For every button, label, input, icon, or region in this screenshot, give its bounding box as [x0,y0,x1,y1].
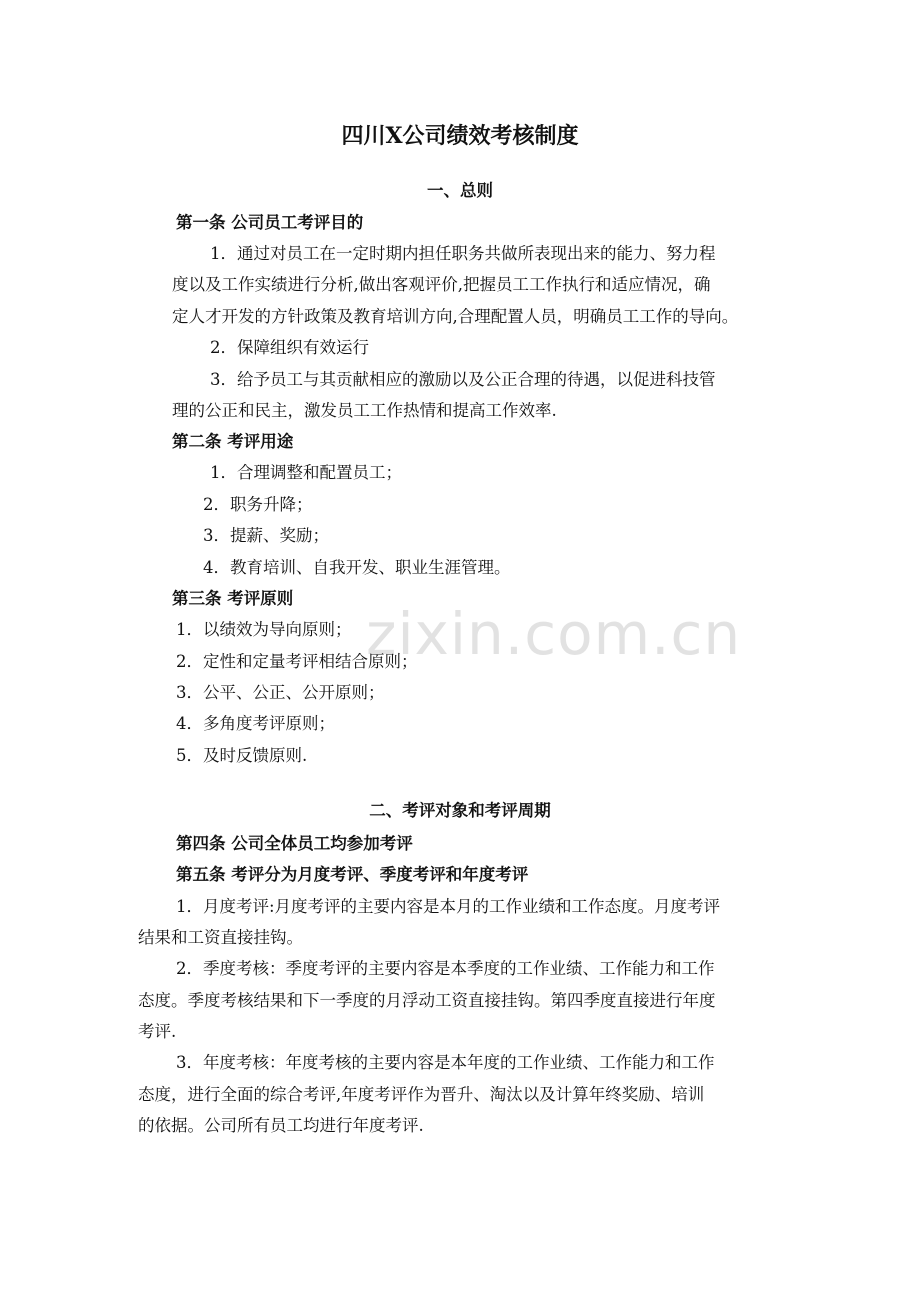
article-2-item-2: 2．职务升降； [203,495,313,514]
article-2-heading: 第二条 考评用途 [172,432,294,451]
article-1-para-1-line-2: 度以及工作实绩进行分析,做出客观评价,把握员工工作执行和适应情况，确 [172,275,711,294]
section-heading-general: 一、总则 [427,181,493,200]
article-1-para-1-line-1: 1．通过对员工在一定时期内担任职务共做所表现出来的能力、努力程 [210,244,716,263]
watermark: zixin.com.cn [366,600,742,668]
article-3-item-1: 1．以绩效为导向原则； [176,620,352,639]
article-5-para-1-line-1: 1．月度考评:月度考评的主要内容是本月的工作业绩和工作态度。月度考评 [176,897,721,916]
article-2-item-3: 3．提薪、奖励； [203,526,329,545]
article-3-item-5: 5．及时反馈原则. [176,746,308,765]
article-3-item-4: 4．多角度考评原则； [176,714,335,733]
article-1-para-2: 2．保障组织有效运行 [210,338,369,357]
article-1-para-3-line-1: 3．给予员工与其贡献相应的激励以及公正合理的待遇，以促进科技管 [210,370,716,389]
document-title: 四川X公司绩效考核制度 [341,123,579,149]
article-1-para-3-line-2: 理的公正和民主，激发员工工作热情和提高工作效率. [172,401,557,420]
article-5-para-1-line-2: 结果和工资直接挂钩。 [138,928,303,947]
article-5-para-3-line-2: 态度，进行全面的综合考评,年度考评作为晋升、淘汰以及计算年终奖励、培训 [138,1085,705,1104]
article-5-para-3-line-3: 的依据。公司所有员工均进行年度考评. [138,1116,424,1135]
article-5-para-2-line-2: 态度。季度考核结果和下一季度的月浮动工资直接挂钩。第四季度直接进行年度 [138,991,716,1010]
article-3-item-3: 3．公平、公正、公开原则； [176,683,385,702]
article-4-heading: 第四条 公司全体员工均参加考评 [176,834,413,853]
article-5-para-2-line-3: 考评. [138,1022,177,1041]
article-5-heading: 第五条 考评分为月度考评、季度考评和年度考评 [176,865,529,884]
article-1-para-1-line-3: 定人才开发的方针政策及教育培训方向,合理配置人员，明确员工工作的导向。 [172,307,739,326]
article-5-para-2-line-1: 2．季度考核：季度考评的主要内容是本季度的工作业绩、工作能力和工作 [176,959,715,978]
article-2-item-1: 1．合理调整和配置员工； [210,463,402,482]
section-heading-scope-period: 二、考评对象和考评周期 [369,801,551,820]
article-3-heading: 第三条 考评原则 [172,589,294,608]
article-3-item-2: 2．定性和定量考评相结合原则； [176,652,418,671]
article-1-heading: 第一条 公司员工考评目的 [176,213,364,232]
article-2-item-4: 4．教育培训、自我开发、职业生涯管理。 [203,558,511,577]
article-5-para-3-line-1: 3．年度考核：年度考核的主要内容是本年度的工作业绩、工作能力和工作 [176,1053,715,1072]
